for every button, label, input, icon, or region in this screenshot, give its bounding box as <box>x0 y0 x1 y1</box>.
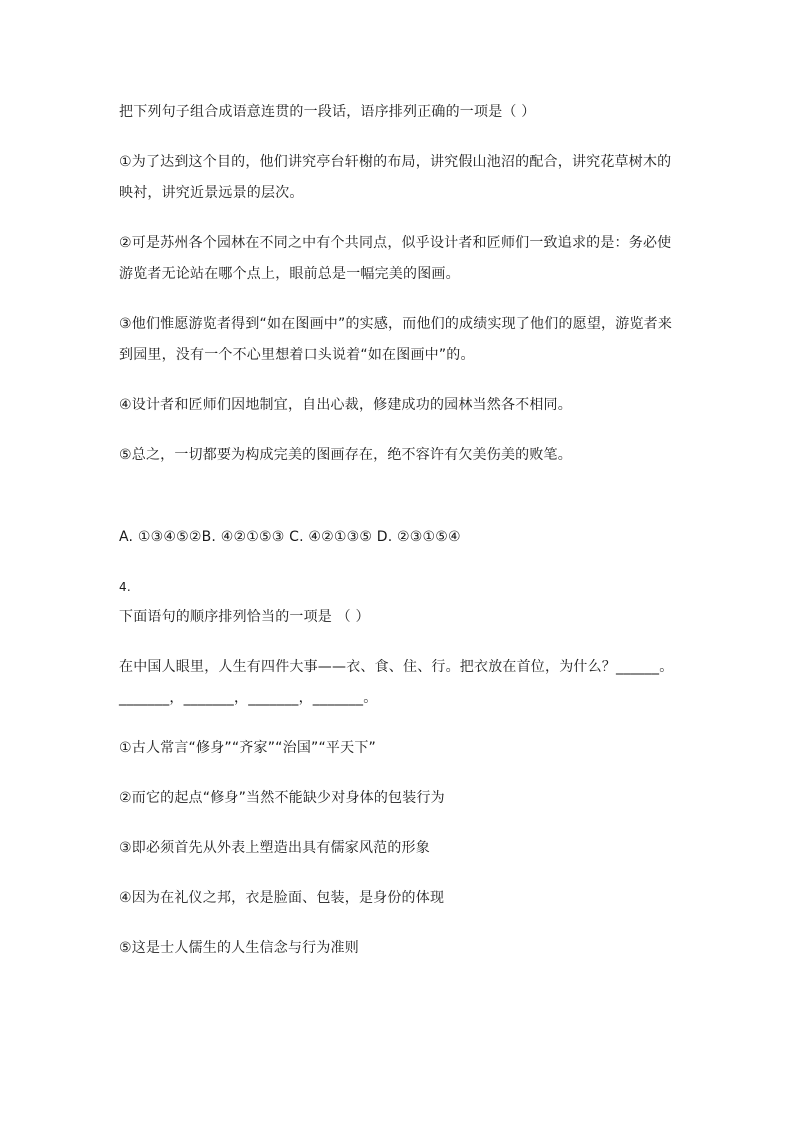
q3-sentence-2-line-1: ②可是苏州各个园林在不同之中有个共同点，似乎设计者和匠师们一致追求的是：务必使 <box>119 235 672 251</box>
q3-sentence-1-line-2: 映衬，讲究近景远景的层次。 <box>119 185 304 201</box>
q4-sentence-5: ⑤这是士人儒生的人生信念与行为准则 <box>119 940 359 956</box>
q3-sentence-2-line-2: 游览者无论站在哪个点上，眼前总是一幅完美的图画。 <box>119 266 460 282</box>
q4-sentence-3: ③即必须首先从外表上塑造出具有儒家风范的形象 <box>119 840 430 856</box>
q3-options: A. ①③④⑤②B. ④②①⑤③ C. ④②①③⑤ D. ②③①⑤④ <box>119 529 461 545</box>
q3-sentence-4: ④设计者和匠师们因地制宜，自出心裁，修建成功的园林当然各不相同。 <box>119 397 572 413</box>
q4-sentence-2: ②而它的起点“修身”当然不能缺少对身体的包装行为 <box>119 790 445 806</box>
q3-sentence-5: ⑤总之，一切都要为构成完美的图画存在，绝不容许有欠美伤美的败笔。 <box>119 447 572 463</box>
q4-number: 4. <box>119 580 131 594</box>
q4-sentence-1: ①古人常言“修身”“齐家”“治国”“平天下” <box>119 740 376 756</box>
q4-sentence-4: ④因为在礼仪之邦，衣是脸面、包装，是身份的体现 <box>119 890 445 906</box>
q3-stem: 把下列句子组合成语意连贯的一段话，语序排列正确的一项是（ ） <box>119 104 536 120</box>
q4-passage-line-1: 在中国人眼里，人生有四件大事——衣、食、住、行。把衣放在首位，为什么？______。 <box>119 659 674 675</box>
q4-passage-line-2: _______，_______，_______，_______。 <box>119 690 378 706</box>
q3-sentence-1-line-1: ①为了达到这个目的，他们讲究亭台轩榭的布局，讲究假山池沼的配合，讲究花草树木的 <box>119 154 672 170</box>
q3-sentence-3-line-1: ③他们惟愿游览者得到“如在图画中”的实感，而他们的成绩实现了他们的愿望，游览者来 <box>119 316 673 332</box>
q3-sentence-3-line-2: 到园里，没有一个不心里想着口头说着“如在图画中”的。 <box>119 347 475 363</box>
q4-stem: 下面语句的顺序排列恰当的一项是 （ ） <box>119 609 370 625</box>
